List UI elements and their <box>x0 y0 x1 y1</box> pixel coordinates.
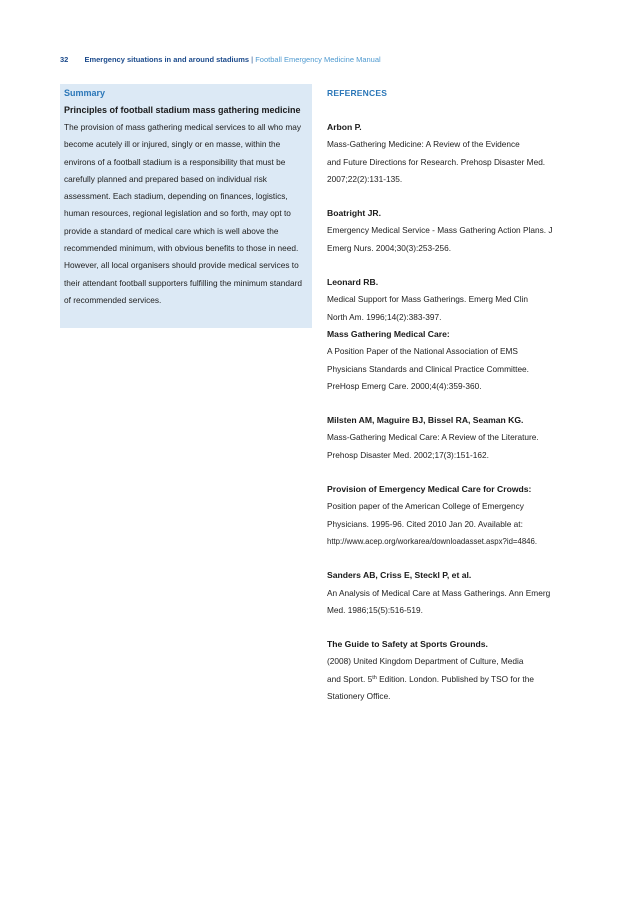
reference-item <box>327 412 607 464</box>
reference-line-edition <box>327 671 607 688</box>
reference-line: (2008) United Kingdom Department of Culture, Media <box>327 656 524 667</box>
reference-item <box>327 274 607 326</box>
reference-line: Stationery Office. <box>327 691 391 702</box>
reference-line: PreHosp Emerg Care. 2000;4(4):359-360. <box>327 380 482 391</box>
summary-heading: Principles of football stadium mass gathering medicine <box>64 105 301 115</box>
reference-author: Provision of Emergency Medical Care for Crowds: <box>327 484 532 495</box>
edition-superscript: th <box>372 674 377 681</box>
reference-line: Emergency Medical Service - Mass Gathering Action Plans. J <box>327 225 553 236</box>
header-separator: | <box>251 55 254 64</box>
reference-author: Leonard RB. <box>327 277 379 288</box>
reference-author: Sanders AB, Criss E, Steckl P, et al. <box>327 570 472 581</box>
edition-prefix: and Sport. 5 <box>327 673 373 684</box>
document-title: Football Emergency Medicine Manual <box>255 55 381 64</box>
reference-author: The Guide to Safety at Sports Grounds. <box>327 639 488 650</box>
reference-url: http://www.acep.org/workarea/downloadasset.aspx?id=4846. <box>327 536 537 546</box>
reference-item <box>327 481 607 550</box>
edition-suffix: Edition. London. Published by TSO for the <box>376 673 534 684</box>
reference-line: Position paper of the American College of Emergency <box>327 501 524 512</box>
reference-line: A Position Paper of the National Association of EMS <box>327 346 518 357</box>
running-header <box>60 55 381 65</box>
reference-author: Boatright JR. <box>327 208 381 219</box>
reference-item <box>327 326 607 395</box>
reference-line: North Am. 1996;14(2):383-397. <box>327 311 442 322</box>
reference-line: Med. 1986;15(5):516-519. <box>327 604 423 615</box>
reference-author: Arbon P. <box>327 122 362 132</box>
reference-line: An Analysis of Medical Care at Mass Gatherings. Ann Emerg <box>327 587 551 598</box>
reference-author: Mass Gathering Medical Care: <box>327 328 450 339</box>
reference-line: Medical Support for Mass Gatherings. Emerg Med Clin <box>327 294 529 305</box>
summary-box <box>60 84 312 328</box>
reference-line: Physicians. 1995-96. Cited 2010 Jan 20. Available at: <box>327 518 523 529</box>
references-section <box>327 84 607 705</box>
references-heading: REFERENCES <box>327 88 388 98</box>
reference-line: Mass-Gathering Medical Care: A Review of the Literature. <box>327 432 539 443</box>
section-title: Emergency situations in and around stadiums <box>84 55 250 64</box>
reference-line: Mass-Gathering Medicine: A Review of the Evidence <box>327 139 520 150</box>
reference-line: Physicians Standards and Clinical Practice Committee. <box>327 363 529 374</box>
reference-item <box>327 205 607 257</box>
reference-item <box>327 636 607 705</box>
reference-item <box>327 567 607 619</box>
summary-label: Summary <box>64 88 106 98</box>
reference-line: and Future Directions for Research. Prehosp Disaster Med. <box>327 156 546 167</box>
reference-line: Prehosp Disaster Med. 2002;17(3):151-162. <box>327 449 489 460</box>
page-number: 32 <box>60 55 69 64</box>
summary-body: The provision of mass gathering medical services to all who may become acutely ill or injured, singly or en masse, within the environs of a football stadium is a responsibility that must be carefully planned and prepared based on individual risk assessment. Each stadium, depending on finances, logistics, human resources, regional legislation and so forth, may opt to provide a standard of medical care which is well above the recommended minimum, with obvious benefits to those in need. However, all local organisers should provide medical services to their attendant football supporters fulfilling the minimum standard of recommended services. <box>64 122 302 305</box>
reference-line: 2007;22(2):131-135. <box>327 173 403 184</box>
reference-line: Emerg Nurs. 2004;30(3):253-256. <box>327 242 452 253</box>
reference-item <box>327 119 607 188</box>
reference-author: Milsten AM, Maguire BJ, Bissel RA, Seaman KG. <box>327 415 524 426</box>
